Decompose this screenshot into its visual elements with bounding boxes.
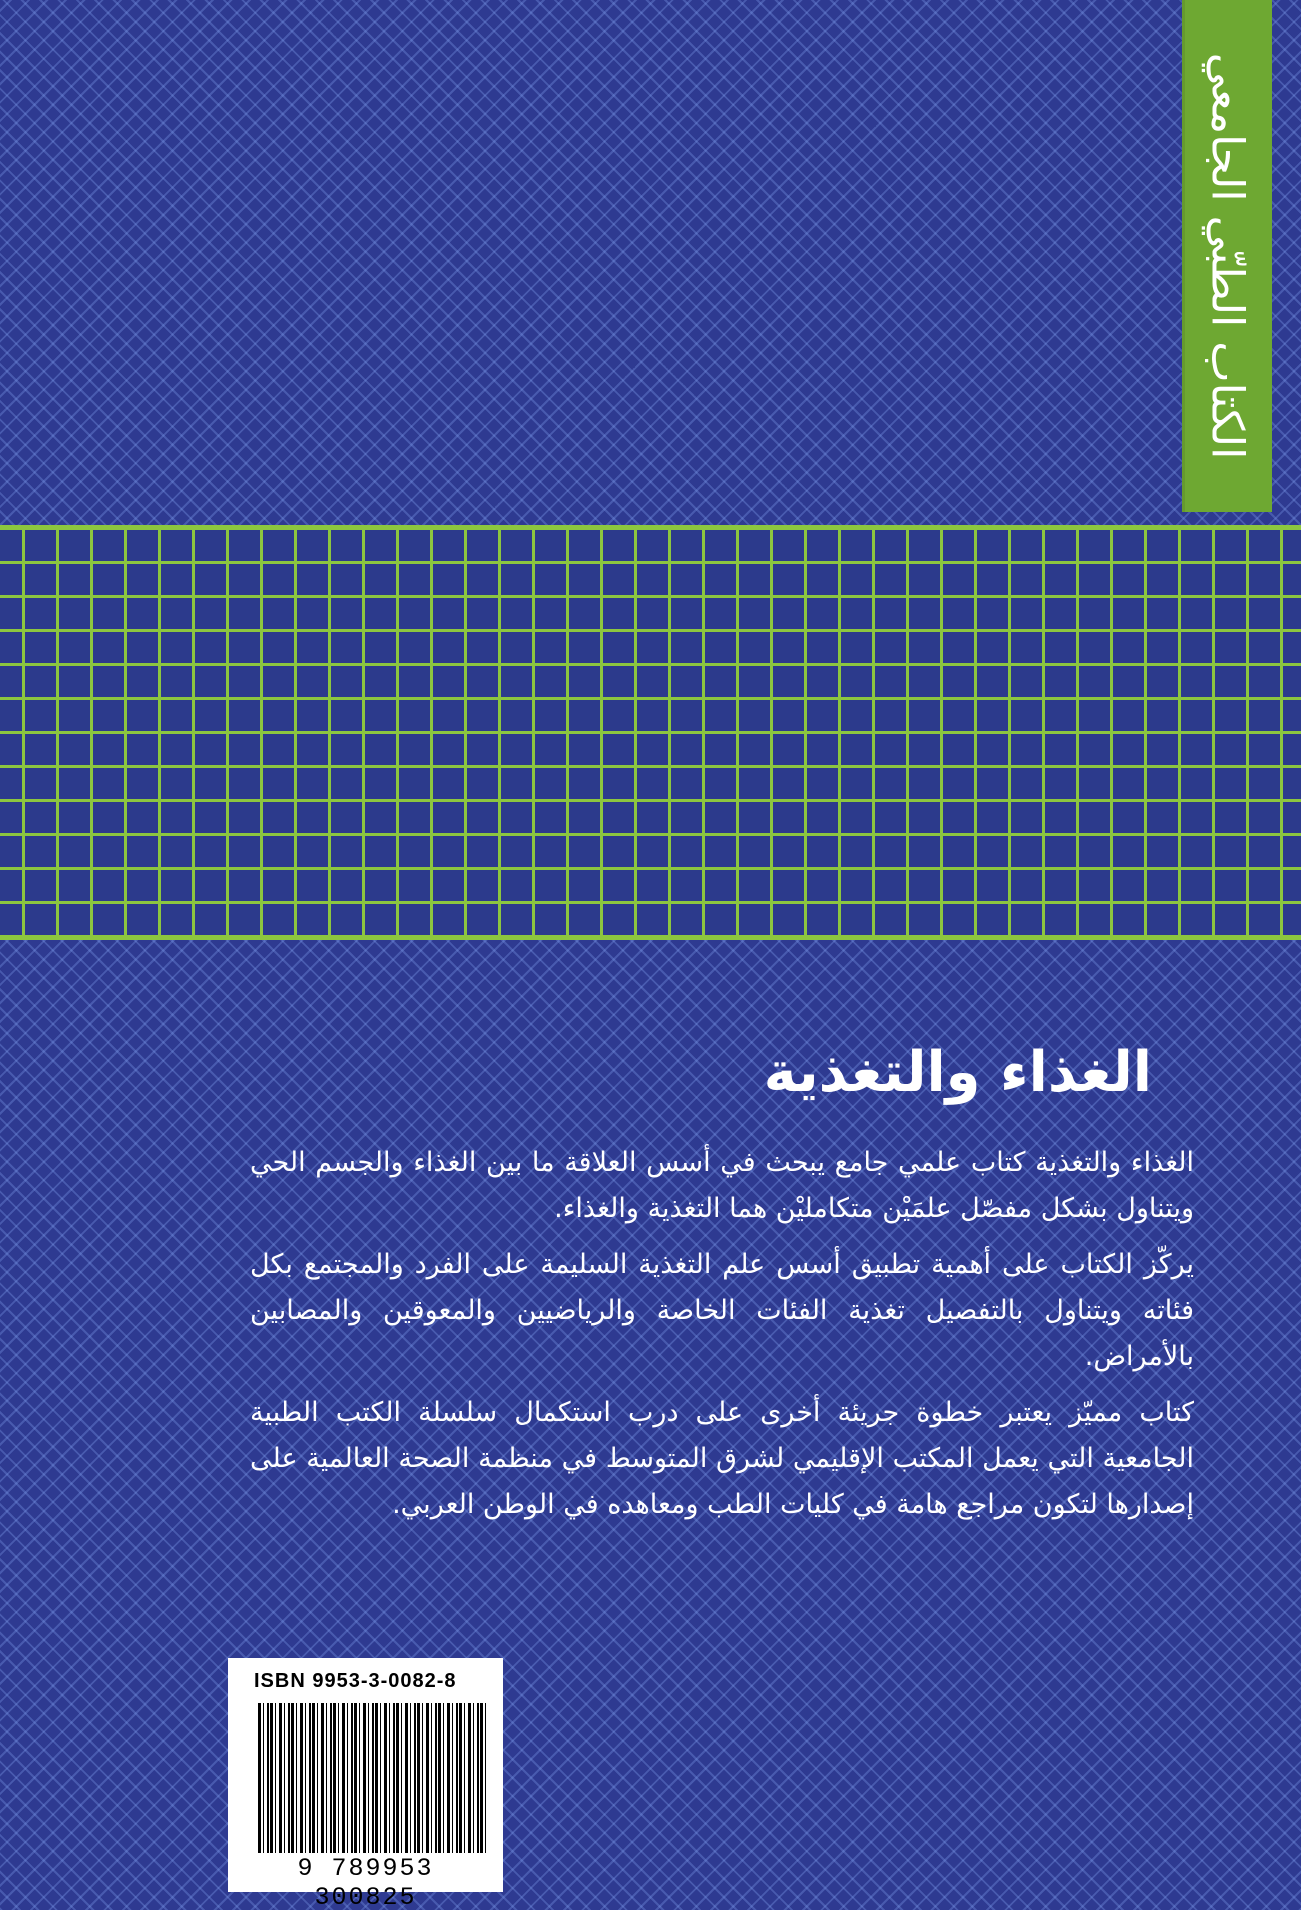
- book-description: [250, 1140, 1194, 1538]
- series-label: الكتاب الطبّي الجامعي: [1201, 52, 1253, 460]
- description-paragraph: يركّز الكتاب على أهمية تطبيق أسس علم التغذية السليمة على الفرد والمجتمع بكل فئاته ويتناول بالتفصيل تغذية الفئات الخاصة والرياضيين والمعوقين والمصابين بالأمراض.: [250, 1249, 1194, 1372]
- green-grid-band: [0, 525, 1301, 940]
- book-title: الغذاء والتغذية: [763, 1040, 1152, 1105]
- spine-band: [1182, 0, 1272, 512]
- isbn-barcode-box: [228, 1658, 503, 1910]
- description-paragraph: كتاب مميّز يعتبر خطوة جريئة أخرى على درب استكمال سلسلة الكتب الطبية الجامعية التي يعمل المكتب الإقليمي لشرق المتوسط في منظمة الصحة العالمية على إصدارها لتكون مراجع هامة في كليات الطب ومعاهده في الوطن العربي.: [250, 1397, 1194, 1520]
- isbn-label: ISBN 9953-3-0082-8: [254, 1670, 457, 1692]
- barcode-icon: [258, 1703, 488, 1853]
- description-paragraph: الغذاء والتغذية كتاب علمي جامع يبحث في أسس العلاقة ما بين الغذاء والجسم الحي ويتناول بشكل مفصّل علمَيْن متكامليْن هما التغذية والغذاء.: [250, 1147, 1194, 1224]
- barcode-number: 9 789953 300825: [297, 1854, 434, 1910]
